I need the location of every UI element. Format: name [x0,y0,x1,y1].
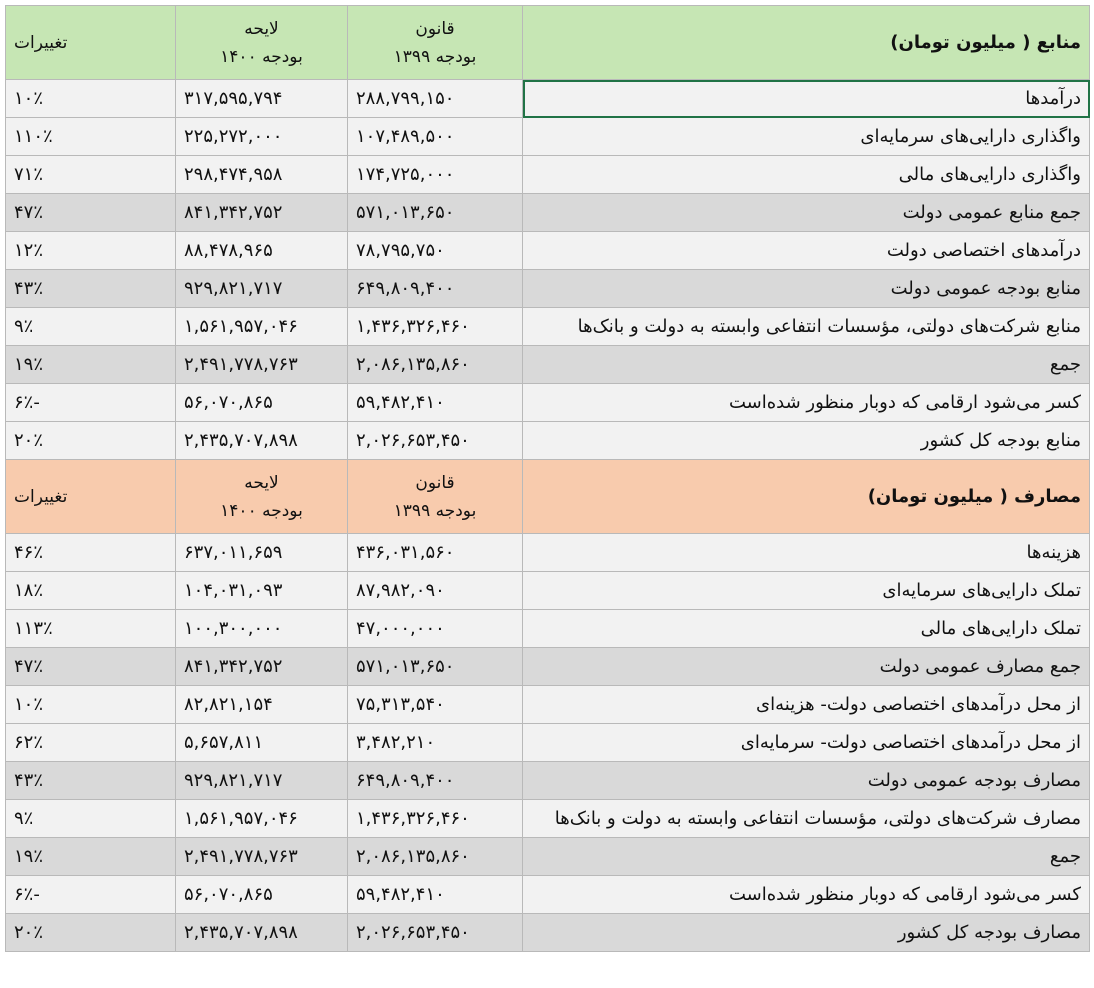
value-1400-cell[interactable]: ۵,۶۵۷,۸۱۱ [176,724,348,762]
value-1399-cell[interactable]: ۱۰۷,۴۸۹,۵۰۰ [348,118,523,156]
value-1399-cell[interactable]: ۲,۰۸۶,۱۳۵,۸۶۰ [348,346,523,384]
change-cell[interactable]: ۱۹٪ [6,346,176,384]
change-cell[interactable]: ۹٪ [6,308,176,346]
label-cell[interactable]: واگذاری دارایی‌های مالی [523,156,1090,194]
change-cell[interactable]: ۴۷٪ [6,194,176,232]
value-1399-cell[interactable]: ۶۴۹,۸۰۹,۴۰۰ [348,762,523,800]
resources-header-1399[interactable] [348,6,523,80]
value-1399-cell[interactable]: ۵۹,۴۸۲,۴۱۰ [348,384,523,422]
label-cell[interactable]: جمع مصارف عمومی دولت [523,648,1090,686]
resources-header-1399-line1: قانون [415,18,455,39]
value-1400-cell[interactable]: ۸۴۱,۳۴۲,۷۵۲ [176,648,348,686]
value-1399-cell[interactable]: ۵۷۱,۰۱۳,۶۵۰ [348,194,523,232]
table-row [6,194,1090,232]
resources-header-1400-line2: بودجه ۱۴۰۰ [220,46,303,67]
change-cell[interactable]: ۴۳٪ [6,270,176,308]
change-cell[interactable]: -۶٪ [6,384,176,422]
value-1399-cell[interactable]: ۱,۴۳۶,۳۲۶,۴۶۰ [348,308,523,346]
table-row [6,762,1090,800]
change-cell[interactable]: ۱۱۳٪ [6,610,176,648]
label-cell[interactable]: مصارف شرکت‌های دولتی، مؤسسات انتفاعی وابسته به دولت و بانک‌ها [523,800,1090,838]
table-row [6,232,1090,270]
table-row [6,572,1090,610]
table-row [6,876,1090,914]
table-row [6,724,1090,762]
value-1400-cell[interactable]: ۸۴۱,۳۴۲,۷۵۲ [176,194,348,232]
expenses-header-title[interactable]: مصارف ( میلیون تومان) [523,460,1090,534]
table-row [6,80,1090,118]
resources-header-1399-line2: بودجه ۱۳۹۹ [393,46,477,67]
table-row [6,156,1090,194]
table-row [6,914,1090,952]
value-1400-cell[interactable]: ۶۳۷,۰۱۱,۶۵۹ [176,534,348,572]
value-1400-cell[interactable]: ۱۰۰,۳۰۰,۰۰۰ [176,610,348,648]
label-cell[interactable]: کسر می‌شود ارقامی که دوبار منظور شده‌است [523,876,1090,914]
label-cell[interactable]: از محل درآمدهای اختصاصی دولت- هزینه‌ای [523,686,1090,724]
label-cell[interactable]: جمع [523,838,1090,876]
label-cell[interactable]: تملک دارایی‌های مالی [523,610,1090,648]
change-cell[interactable]: ۱۹٪ [6,838,176,876]
value-1399-cell[interactable]: ۵۷۱,۰۱۳,۶۵۰ [348,648,523,686]
budget-table [5,5,1090,952]
value-1400-cell[interactable]: ۲,۴۹۱,۷۷۸,۷۶۳ [176,838,348,876]
label-cell[interactable]: منابع بودجه عمومی دولت [523,270,1090,308]
label-cell[interactable]: کسر می‌شود ارقامی که دوبار منظور شده‌است [523,384,1090,422]
value-1399-cell[interactable]: ۲,۰۲۶,۶۵۳,۴۵۰ [348,422,523,460]
value-1399-cell[interactable]: ۷۵,۳۱۳,۵۴۰ [348,686,523,724]
value-1400-cell[interactable]: ۱۰۴,۰۳۱,۰۹۳ [176,572,348,610]
expenses-header-row [6,460,1090,534]
value-1400-cell[interactable]: ۲,۴۳۵,۷۰۷,۸۹۸ [176,422,348,460]
change-cell[interactable]: -۶٪ [6,876,176,914]
label-cell[interactable]: هزینه‌ها [523,534,1090,572]
expenses-header-1400[interactable] [176,460,348,534]
value-1400-cell[interactable]: ۸۸,۴۷۸,۹۶۵ [176,232,348,270]
table-row [6,346,1090,384]
resources-header-change[interactable]: تغییرات [6,6,176,80]
value-1400-cell[interactable]: ۲,۴۹۱,۷۷۸,۷۶۳ [176,346,348,384]
label-cell[interactable]: درآمدهای اختصاصی دولت [523,232,1090,270]
value-1400-cell[interactable]: ۵۶,۰۷۰,۸۶۵ [176,876,348,914]
change-cell[interactable]: ۱۲٪ [6,232,176,270]
change-cell[interactable]: ۱۰٪ [6,80,176,118]
expenses-header-1399-line2: بودجه ۱۳۹۹ [393,500,477,521]
label-cell[interactable]: جمع منابع عمومی دولت [523,194,1090,232]
value-1399-cell[interactable]: ۲,۰۸۶,۱۳۵,۸۶۰ [348,838,523,876]
table-row [6,118,1090,156]
table-row [6,648,1090,686]
label-cell[interactable]: منابع بودجه کل کشور [523,422,1090,460]
value-1400-cell[interactable]: ۲,۴۳۵,۷۰۷,۸۹۸ [176,914,348,952]
table-row [6,270,1090,308]
value-1399-cell[interactable]: ۲۸۸,۷۹۹,۱۵۰ [348,80,523,118]
table-row [6,534,1090,572]
value-1399-cell[interactable]: ۷۸,۷۹۵,۷۵۰ [348,232,523,270]
value-1399-cell[interactable]: ۴۷,۰۰۰,۰۰۰ [348,610,523,648]
selected-label-cell[interactable]: درآمدها [523,80,1090,118]
label-cell[interactable]: واگذاری دارایی‌های سرمایه‌ای [523,118,1090,156]
table-row [6,686,1090,724]
label-cell[interactable]: منابع شرکت‌های دولتی، مؤسسات انتفاعی وابسته به دولت و بانک‌ها [523,308,1090,346]
resources-header-title[interactable]: منابع ( میلیون تومان) [523,6,1090,80]
value-1399-cell[interactable]: ۱۷۴,۷۲۵,۰۰۰ [348,156,523,194]
expenses-header-1400-line2: بودجه ۱۴۰۰ [220,500,303,521]
resources-header-row [6,6,1090,80]
change-cell[interactable]: ۴۳٪ [6,762,176,800]
value-1399-cell[interactable]: ۵۹,۴۸۲,۴۱۰ [348,876,523,914]
change-cell[interactable]: ۴۷٪ [6,648,176,686]
change-cell[interactable]: ۱۰٪ [6,686,176,724]
value-1399-cell[interactable]: ۳,۴۸۲,۲۱۰ [348,724,523,762]
label-cell[interactable]: جمع [523,346,1090,384]
value-1400-cell[interactable]: ۱,۵۶۱,۹۵۷,۰۴۶ [176,800,348,838]
value-1399-cell[interactable]: ۸۷,۹۸۲,۰۹۰ [348,572,523,610]
table-row [6,422,1090,460]
table-row [6,800,1090,838]
change-cell[interactable]: ۷۱٪ [6,156,176,194]
label-cell[interactable]: از محل درآمدهای اختصاصی دولت- سرمایه‌ای [523,724,1090,762]
change-cell[interactable]: ۶۲٪ [6,724,176,762]
value-1400-cell[interactable]: ۱,۵۶۱,۹۵۷,۰۴۶ [176,308,348,346]
label-cell[interactable]: مصارف بودجه کل کشور [523,914,1090,952]
value-1400-cell[interactable]: ۹۲۹,۸۲۱,۷۱۷ [176,762,348,800]
value-1399-cell[interactable]: ۱,۴۳۶,۳۲۶,۴۶۰ [348,800,523,838]
change-cell[interactable]: ۱۱۰٪ [6,118,176,156]
value-1400-cell[interactable]: ۲۹۸,۴۷۴,۹۵۸ [176,156,348,194]
table-row [6,610,1090,648]
expenses-header-1400-line1: لایحه [244,472,279,493]
change-cell[interactable]: ۴۶٪ [6,534,176,572]
value-1399-cell[interactable]: ۴۳۶,۰۳۱,۵۶۰ [348,534,523,572]
change-cell[interactable]: ۲۰٪ [6,914,176,952]
table-row [6,838,1090,876]
table-row [6,384,1090,422]
change-cell[interactable]: ۹٪ [6,800,176,838]
expenses-header-change[interactable]: تغییرات [6,460,176,534]
expenses-header-1399-line1: قانون [415,472,455,493]
change-cell[interactable]: ۱۸٪ [6,572,176,610]
value-1399-cell[interactable]: ۲,۰۲۶,۶۵۳,۴۵۰ [348,914,523,952]
resources-header-1400[interactable] [176,6,348,80]
expenses-header-1399[interactable] [348,460,523,534]
label-cell[interactable]: تملک دارایی‌های سرمایه‌ای [523,572,1090,610]
table-row [6,308,1090,346]
value-1399-cell[interactable]: ۶۴۹,۸۰۹,۴۰۰ [348,270,523,308]
resources-header-1400-line1: لایحه [244,18,279,39]
value-1400-cell[interactable]: ۹۲۹,۸۲۱,۷۱۷ [176,270,348,308]
value-1400-cell[interactable]: ۵۶,۰۷۰,۸۶۵ [176,384,348,422]
value-1400-cell[interactable]: ۸۲,۸۲۱,۱۵۴ [176,686,348,724]
change-cell[interactable]: ۲۰٪ [6,422,176,460]
value-1400-cell[interactable]: ۲۲۵,۲۷۲,۰۰۰ [176,118,348,156]
value-1400-cell[interactable]: ۳۱۷,۵۹۵,۷۹۴ [176,80,348,118]
label-cell[interactable]: مصارف بودجه عمومی دولت [523,762,1090,800]
